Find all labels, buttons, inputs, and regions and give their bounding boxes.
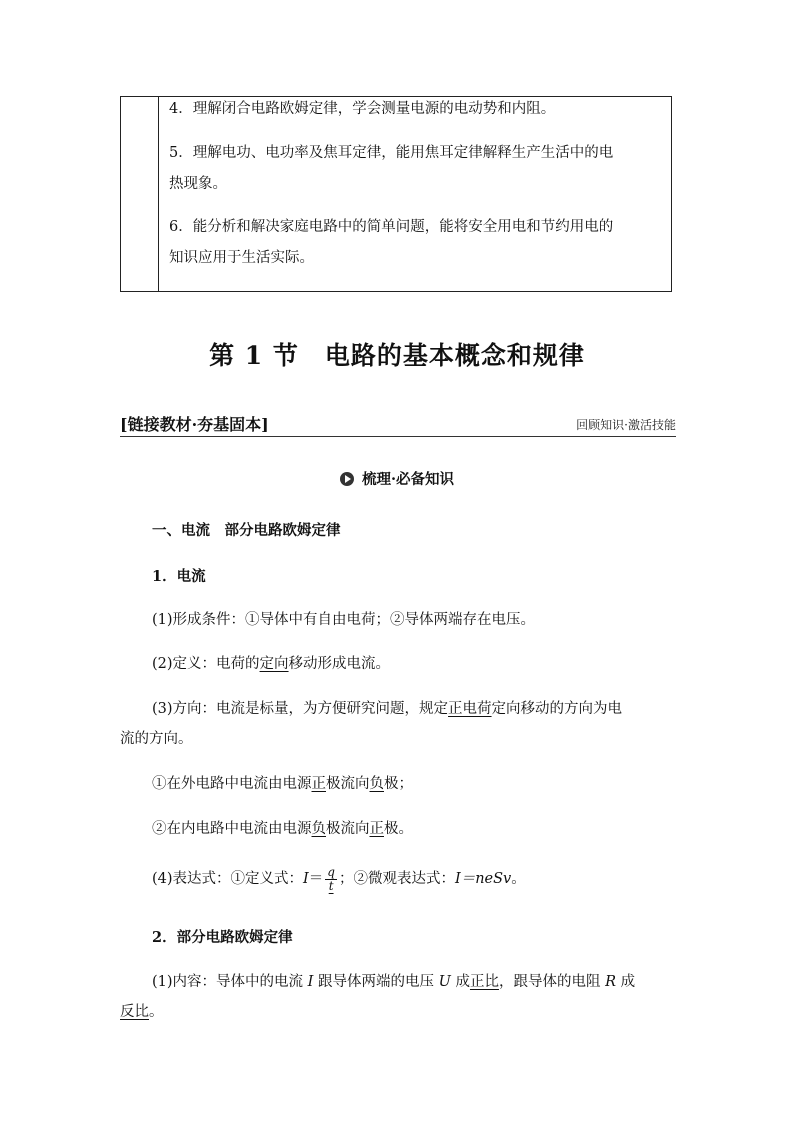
text: 极流向	[326, 776, 370, 792]
symbol-R: R	[605, 974, 616, 990]
paragraph-direction-cont: 流的方向。	[120, 731, 193, 747]
objective-line: 5．理解电功、电功率及焦耳定律，能用焦耳定律解释生产生活中的电	[169, 145, 614, 161]
paragraph-expression	[152, 864, 526, 894]
text: 。	[149, 1004, 164, 1020]
text: ②在内电路中电流由电源	[152, 821, 312, 837]
paragraph-external	[152, 774, 413, 794]
text: ，跟导体的电阻	[498, 974, 606, 990]
formula: I＝neSv	[454, 871, 512, 887]
section-title: [链接教材·夯基固本]	[120, 415, 269, 434]
underlined-term: 定向	[259, 656, 289, 672]
objective-line: 6．能分析和解决家庭电路中的简单问题，能将安全用电和节约用电的	[169, 219, 614, 235]
subheading	[0, 470, 794, 490]
fraction-denominator: t	[328, 878, 334, 893]
fraction-q-over-t	[325, 866, 337, 893]
text: ＝	[308, 871, 324, 887]
text: 。	[511, 871, 526, 887]
text: (4)表达式：①定义式：	[152, 871, 304, 887]
paragraph-direction	[152, 699, 622, 719]
subheading-text: 梳理·必备知识	[361, 471, 455, 488]
text: (2)定义：电荷的	[152, 656, 260, 672]
text: (1)内容：导体中的电流	[152, 974, 308, 990]
symbol-I: I	[303, 871, 309, 887]
underlined-term: 正	[311, 776, 326, 792]
underlined-term: 正比	[469, 974, 499, 990]
text: ①在外电路中电流由电源	[152, 776, 312, 792]
text: 成	[615, 974, 636, 990]
underlined-term: 负	[369, 776, 384, 792]
heading-1: 一、电流 部分电路欧姆定律	[152, 522, 341, 539]
fraction-numerator: q	[327, 864, 335, 879]
text: 极。	[384, 821, 413, 837]
underlined-term: 正	[369, 821, 384, 837]
section-subtitle: 回顾知识·激活技能	[576, 418, 676, 432]
paragraph-definition	[152, 654, 390, 674]
page-title: 第 1 节 电路的基本概念和规律	[209, 341, 585, 370]
heading-ohm: 2．部分电路欧姆定律	[152, 929, 293, 946]
text: ；②微观表达式：	[338, 871, 455, 887]
text: 跟导体两端的电压	[313, 974, 439, 990]
play-icon	[340, 472, 354, 486]
objective-line: 热现象。	[169, 176, 227, 192]
underlined-term: 反比	[120, 1004, 149, 1020]
underlined-term: 负	[311, 821, 326, 837]
objective-line: 知识应用于生活实际。	[169, 250, 314, 266]
underlined-term: 正电荷	[448, 701, 492, 717]
text: 成	[450, 974, 470, 990]
objectives-table	[120, 96, 672, 292]
text: 极流向	[326, 821, 370, 837]
symbol-I: I	[307, 974, 314, 990]
paragraph-ohm-cont	[120, 1002, 164, 1022]
text: (3)方向：电流是标量，为方便研究问题，规定	[152, 701, 449, 717]
text: 定向移动的方向为电	[491, 701, 623, 717]
paragraph-condition: (1)形成条件：①导体中有自由电荷；②导体两端存在电压。	[152, 612, 536, 628]
section-bar	[120, 410, 676, 437]
paragraph-internal	[152, 819, 413, 839]
objective-line: 4．理解闭合电路欧姆定律，学会测量电源的电动势和内阻。	[169, 101, 556, 117]
text: 极；	[384, 776, 413, 792]
heading-current: 1．电流	[152, 568, 206, 585]
symbol-U: U	[438, 974, 451, 990]
paragraph-ohm-content	[152, 972, 635, 992]
table-divider	[158, 97, 159, 291]
text: 移动形成电流。	[288, 656, 391, 672]
